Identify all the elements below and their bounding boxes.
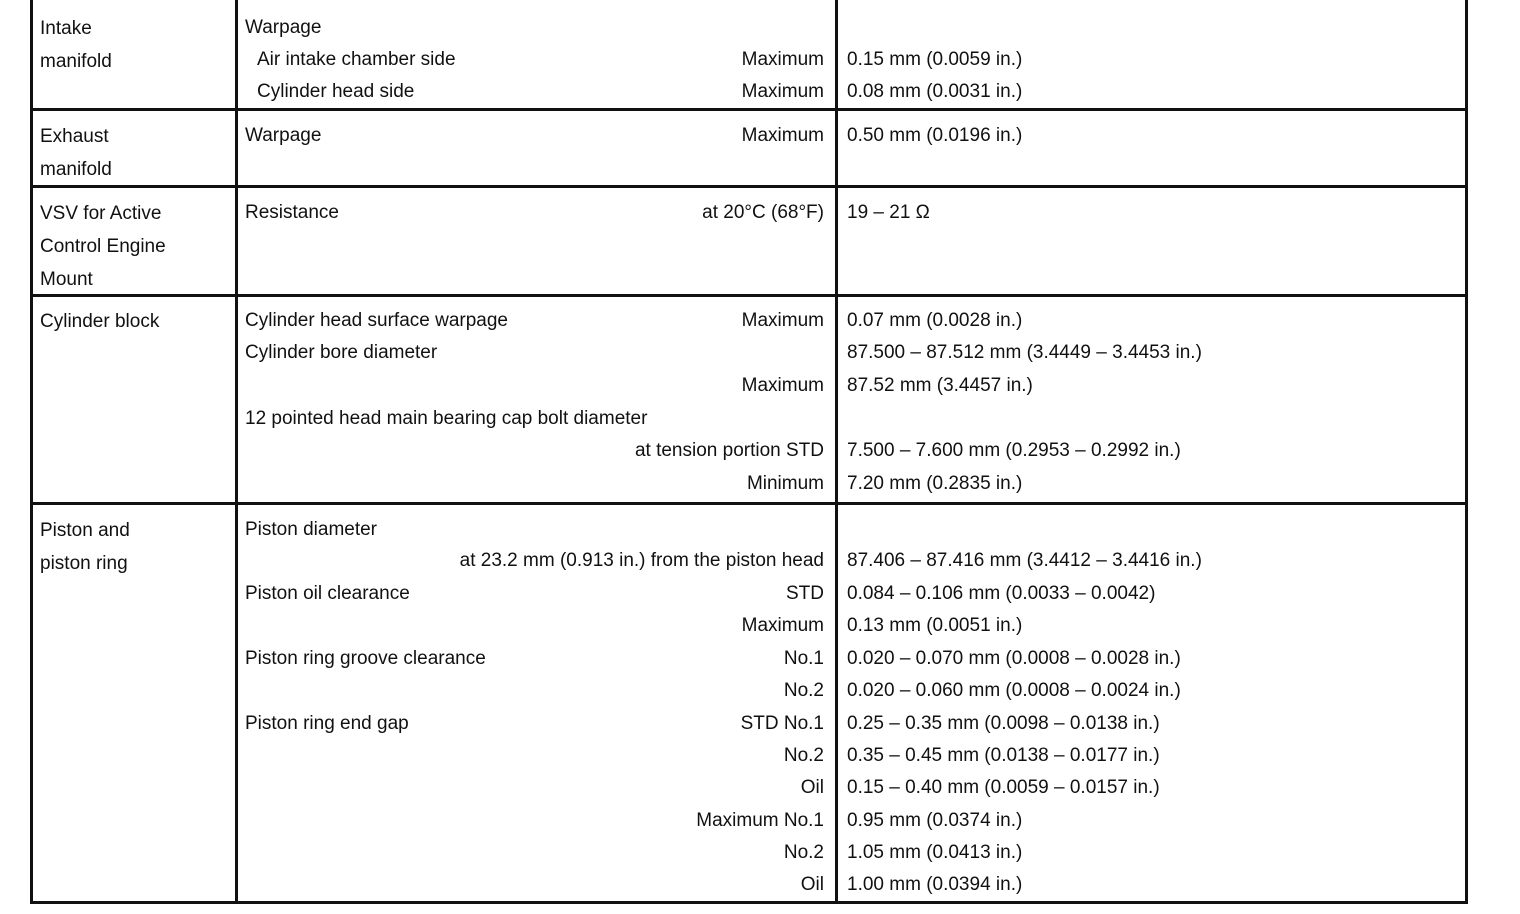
table-border-bottom: [30, 901, 1468, 904]
spec-value: 87.500 – 87.512 mm (3.4449 – 3.4453 in.): [847, 342, 1202, 363]
spec-value: 0.084 – 0.106 mm (0.0033 – 0.0042): [847, 583, 1156, 604]
qualifier-label: Maximum: [741, 49, 824, 70]
item-label: Cylinder bore diameter: [245, 342, 438, 363]
item-label: Piston diameter: [245, 519, 378, 540]
item-label: Resistance: [245, 202, 339, 223]
qualifier-label: at 20°C (68°F): [702, 202, 824, 223]
qualifier-label: STD: [786, 583, 824, 604]
spec-value: 0.15 mm (0.0059 in.): [847, 49, 1023, 70]
column-divider-2: [835, 0, 838, 904]
row-divider: [30, 185, 1468, 188]
qualifier-label: No.1: [783, 648, 824, 669]
spec-value: 0.020 – 0.060 mm (0.0008 – 0.0024 in.): [847, 680, 1181, 701]
spec-value: 1.00 mm (0.0394 in.): [847, 874, 1023, 895]
qualifier-label: Maximum: [741, 81, 824, 102]
qualifier-label: Maximum: [741, 615, 824, 636]
spec-value: 0.13 mm (0.0051 in.): [847, 615, 1023, 636]
spec-value: 7.20 mm (0.2835 in.): [847, 473, 1023, 494]
qualifier-label: Maximum: [741, 310, 824, 331]
qualifier-label: No.2: [783, 745, 824, 766]
spec-value: 19 – 21 Ω: [847, 202, 930, 223]
category-label: Exhaust manifold: [40, 126, 112, 180]
spec-value: 0.50 mm (0.0196 in.): [847, 125, 1023, 146]
spec-value: 0.08 mm (0.0031 in.): [847, 81, 1023, 102]
category-label: Piston and piston ring: [40, 520, 130, 574]
item-label: 12 pointed head main bearing cap bolt diameter: [245, 408, 648, 429]
table-border-right: [1465, 0, 1468, 904]
spec-value: 1.05 mm (0.0413 in.): [847, 842, 1023, 863]
spec-value: 0.25 – 0.35 mm (0.0098 – 0.0138 in.): [847, 713, 1160, 734]
category-label: VSV for Active Control Engine Mount: [40, 203, 166, 290]
spec-value: 87.406 – 87.416 mm (3.4412 – 3.4416 in.): [847, 550, 1202, 571]
spec-value: 0.35 – 0.45 mm (0.0138 – 0.0177 in.): [847, 745, 1160, 766]
item-label: Piston ring groove clearance: [245, 648, 486, 669]
qualifier-label: at 23.2 mm (0.913 in.) from the piston head: [459, 550, 824, 571]
spec-value: 0.95 mm (0.0374 in.): [847, 810, 1023, 831]
column-divider-1: [235, 0, 238, 904]
item-label: Cylinder head side: [257, 81, 415, 102]
spec-value: 7.500 – 7.600 mm (0.2953 – 0.2992 in.): [847, 440, 1181, 461]
qualifier-label: No.2: [783, 842, 824, 863]
category-label: Intake manifold: [40, 18, 112, 72]
row-divider: [30, 502, 1468, 505]
category-label: Cylinder block: [40, 311, 160, 332]
qualifier-label: at tension portion STD: [634, 440, 824, 461]
spec-value: 0.15 – 0.40 mm (0.0059 – 0.0157 in.): [847, 777, 1160, 798]
qualifier-label: Maximum: [741, 375, 824, 396]
qualifier-label: No.2: [783, 680, 824, 701]
item-label: Cylinder head surface warpage: [245, 310, 508, 331]
spec-value: 87.52 mm (3.4457 in.): [847, 375, 1033, 396]
item-label: Air intake chamber side: [257, 49, 456, 70]
item-label: Warpage: [245, 125, 322, 146]
spec-value: 0.020 – 0.070 mm (0.0008 – 0.0028 in.): [847, 648, 1181, 669]
table-border-left: [30, 0, 33, 904]
item-label: Piston ring end gap: [245, 713, 409, 734]
row-divider: [30, 294, 1468, 297]
qualifier-label: STD No.1: [740, 713, 824, 734]
spec-value: 0.07 mm (0.0028 in.): [847, 310, 1023, 331]
qualifier-label: Oil: [800, 777, 824, 798]
row-divider: [30, 108, 1468, 111]
qualifier-label: Maximum No.1: [696, 810, 824, 831]
item-label: Piston oil clearance: [245, 583, 410, 604]
qualifier-label: Maximum: [741, 125, 824, 146]
qualifier-label: Minimum: [746, 473, 824, 494]
item-label: Warpage: [245, 17, 322, 38]
qualifier-label: Oil: [800, 874, 824, 895]
